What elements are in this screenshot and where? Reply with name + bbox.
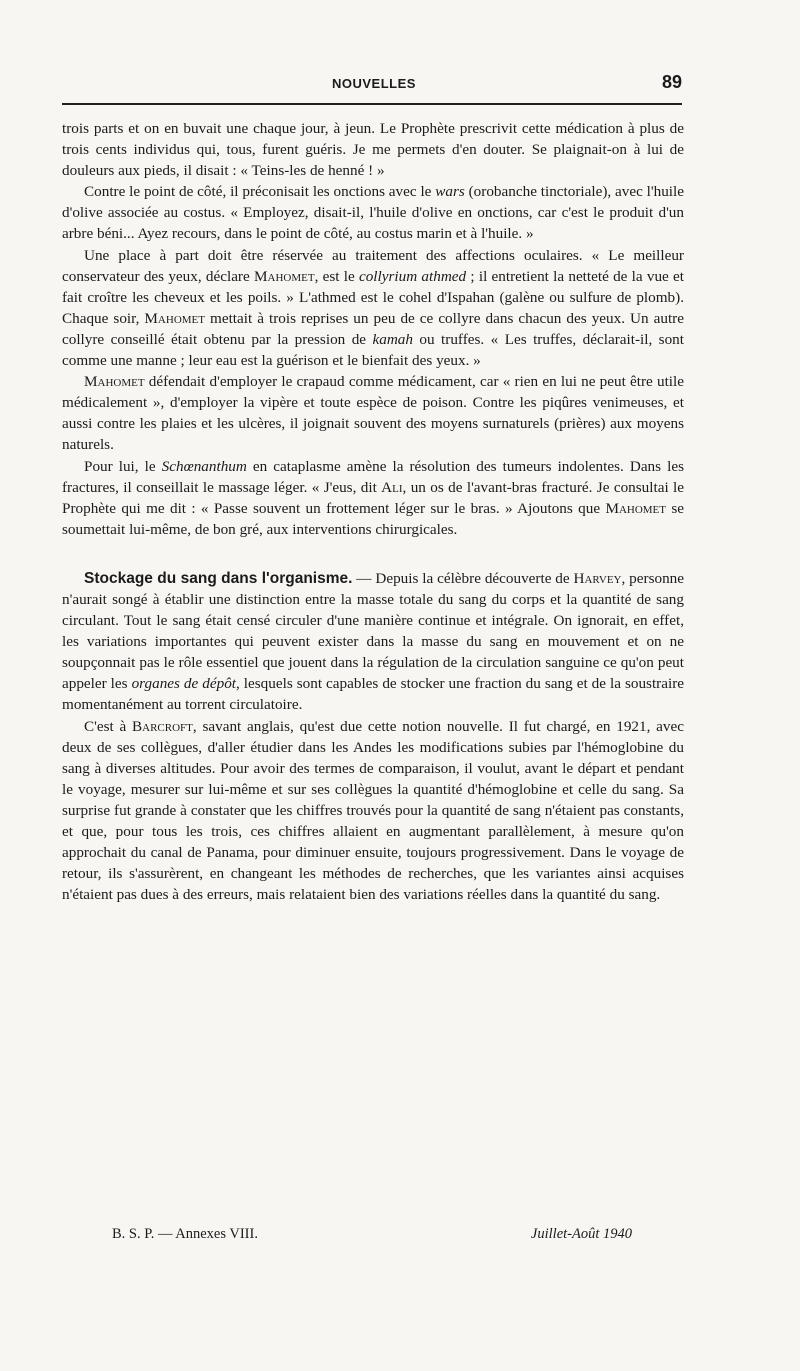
section-heading: Stockage du sang dans l'organisme. bbox=[84, 569, 353, 587]
page-footer bbox=[112, 1226, 632, 1248]
page-number: 89 bbox=[661, 72, 682, 92]
footer-journal: B. S. P. — Annexes VIII. bbox=[112, 1226, 258, 1242]
body-text bbox=[62, 118, 684, 905]
paragraph: Mahomet défendait d'employer le crapaud comme médicament, car « rien en lui ne peut être utile médicalement », d'employer la vipère et toute espèce de poison. Contre les piqûres venimeuses, et aussi contre les plaies et les ulcères, il joignait souvent des moyens surnaturels (prières) aux moyens naturels. bbox=[62, 373, 684, 454]
paragraph: Stockage du sang dans l'organisme. — Depuis la célèbre découverte de Harvey, personne n'aurait songé à établir une distinction entre la masse totale du sang du corps et la quantité de sang circulant. Tout le sang était censé circuler d'une manière continue et intégrale. On ignorait, en effet, les variations importantes qui peuvent exister dans la masse du sang en mouvement et on ne soupçonnait pas le rôle essentiel que jouent dans la régulation de la circulation sanguine ce qu'on peut appeler les organes de dépôt, lesquels sont capables de stocker une fraction du sang et de la soustraire momentanément au torrent circulatoire. bbox=[62, 569, 684, 714]
paragraph: Une place à part doit être réservée au traitement des affections oculaires. « Le meilleur conservateur des yeux, déclare Mahomet, est le collyrium athmed ; il entretient la netteté de la vue et fait croître les cheveux et les poils. » L'athmed est le cohel d'Ispahan (galène ou sulfure de plomb). Chaque soir, Mahomet mettait à trois reprises un peu de ce collyre dans chacun des yeux. Un autre collyre conseillé était obtenu par la pression de kamah ou truffes. « Les truffes, déclarait-il, sont comme une manne ; leur eau est la guérison et le bienfait des yeux. » bbox=[62, 246, 685, 370]
header-rule bbox=[62, 103, 682, 105]
paragraph: C'est à Barcroft, savant anglais, qu'est due cette notion nouvelle. Il fut chargé, en 1921, avec deux de ses collègues, d'aller étudier dans les Andes les modifications subies par l'hémoglobine du sang à diverses altitudes. Pour avoir des termes de comparaison, il voulut, avant le départ et pendant le voyage, mesurer sur lui-même et sur ses collègues la quantité d'hémoglobine et celle du sang. Sa surprise fut grande à constater que les chiffres trouvés pour la quantité de sang n'étaient pas constants, et que, pour tous les trois, ces chiffres allaient en augmentant parallèlement, à mesure qu'on approchait du canal de Panama, pour diminuer ensuite, toujours progressivement. Dans le voyage de retour, ils s'assurèrent, en changeant les méthodes de recherches, que les variantes ainsi acquises n'étaient pas dues à des erreurs, mais relataient bien des variations réelles dans la quantité du sang. bbox=[62, 717, 684, 904]
paragraph: trois parts et on en buvait une chaque jour, à jeun. Le Prophète prescrivit cette médication à plus de trois cents individus qui, tous, furent guéris. Je me permets d'en douter. Se plaignait-on à lui de douleurs aux pieds, il disait : « Teins-les de henné ! » bbox=[62, 120, 684, 180]
footer-date: Juillet-Août 1940 bbox=[530, 1226, 632, 1242]
page-header bbox=[62, 72, 682, 98]
running-head: NOUVELLES bbox=[332, 76, 416, 91]
paragraph: Contre le point de côté, il préconisait les onctions avec le wars (orobanche tinctoriale), avec l'huile d'olive associée au costus. « Employez, disait-il, l'huile d'olive en onctions, car c'est le produit d'un arbre béni... Ayez recours, dans le point de côté, au costus marin et à l'huile. » bbox=[62, 183, 684, 243]
paragraph: Pour lui, le Schœnanthum en cataplasme amène la résolution des tumeurs indolentes. Dans les fractures, il conseillait le massage léger. « J'eus, dit Ali, un os de l'avant-bras fracturé. Je consultai le Prophète qui me dit : « Passe souvent un frottement léger sur le bras. » Ajoutons que Mahomet se soumettait lui-même, de bon gré, aux interventions chirurgicales. bbox=[62, 457, 684, 538]
